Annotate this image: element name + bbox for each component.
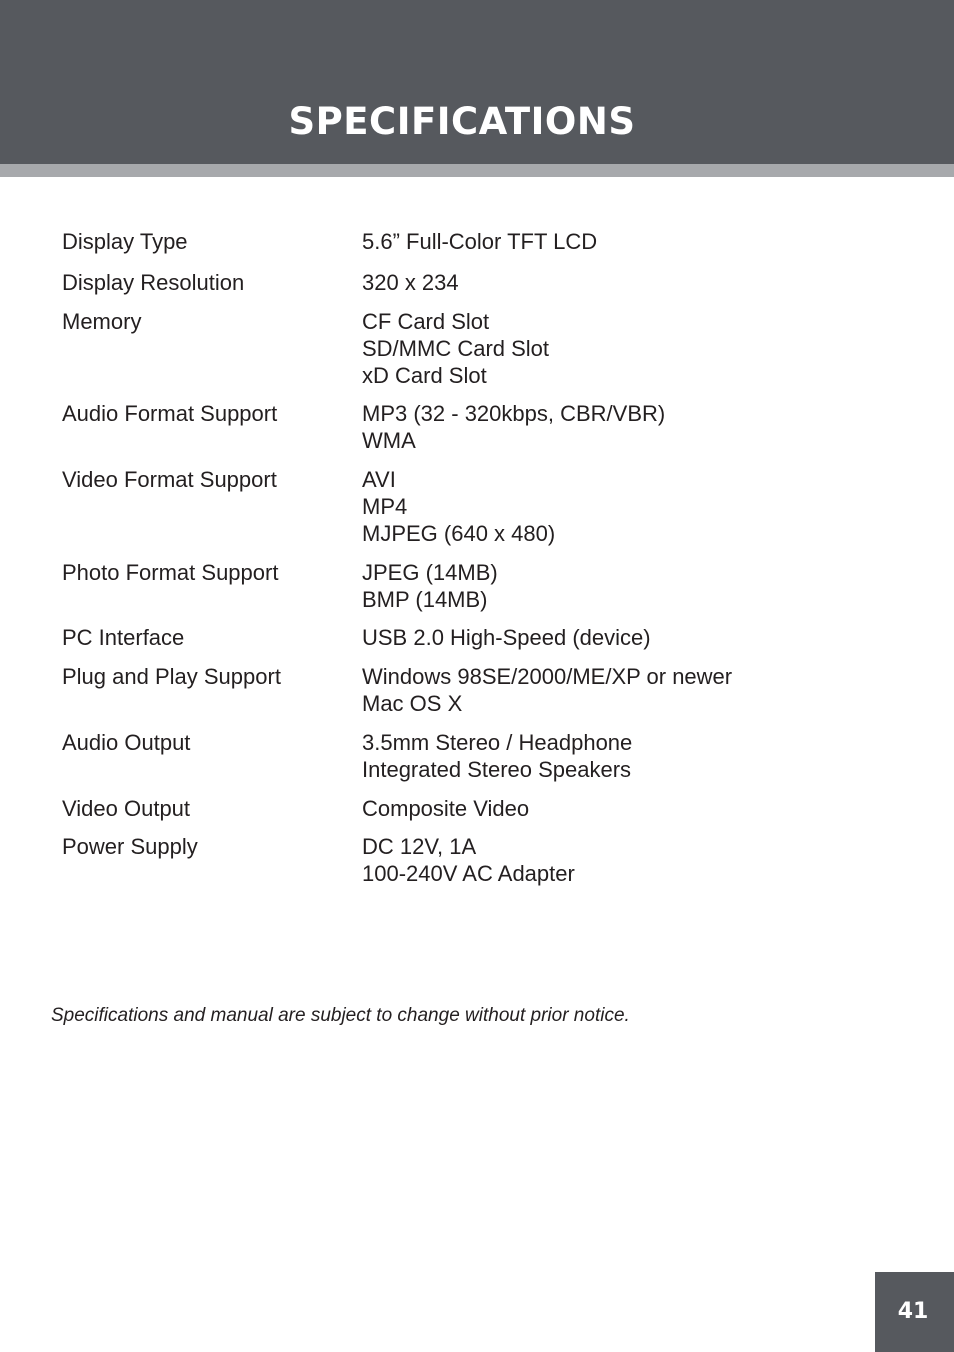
spec-value: SD/MMC Card Slot (362, 336, 550, 361)
spec-value: Integrated Stereo Speakers (362, 757, 632, 782)
page-header (0, 0, 954, 164)
spec-value: Mac OS X (362, 691, 463, 716)
spec-value: Composite Video (362, 796, 530, 821)
spec-label: Power Supply (62, 834, 198, 859)
page-title: SPECIFICATIONS (288, 100, 636, 143)
spec-value: MP3 (32 - 320kbps, CBR/VBR) (362, 401, 666, 426)
spec-values (362, 795, 529, 822)
spec-label: Audio Output (62, 730, 191, 755)
spec-values (362, 833, 575, 887)
spec-label: Display Resolution (62, 270, 245, 295)
spec-values (362, 559, 498, 613)
spec-value: JPEG (14MB) (362, 560, 498, 585)
spec-value: MJPEG (640 x 480) (362, 521, 556, 546)
spec-value: 5.6” Full-Color TFT LCD (362, 229, 598, 254)
spec-value: 320 x 234 (362, 270, 459, 295)
spec-label: Audio Format Support (62, 401, 278, 426)
spec-values (362, 624, 651, 651)
spec-value: xD Card Slot (362, 363, 487, 388)
spec-value: MP4 (362, 494, 408, 519)
spec-values (362, 466, 555, 547)
spec-value: DC 12V, 1A (362, 834, 477, 859)
spec-label: Video Output (62, 796, 191, 821)
page-number: 41 (897, 1299, 929, 1324)
page-number-tab (875, 1272, 954, 1352)
spec-values (362, 663, 732, 717)
spec-values (362, 228, 597, 255)
spec-label: PC Interface (62, 625, 185, 650)
spec-value: 3.5mm Stereo / Headphone (362, 730, 633, 755)
spec-value: CF Card Slot (362, 309, 490, 334)
spec-values (362, 729, 632, 783)
spec-value: 100-240V AC Adapter (362, 861, 575, 886)
spec-values (362, 400, 665, 454)
spec-value: USB 2.0 High-Speed (device) (362, 625, 651, 650)
spec-values (362, 269, 459, 296)
spec-value: AVI (362, 467, 396, 492)
spec-label: Video Format Support (62, 467, 277, 492)
footnote: Specifications and manual are subject to change without prior notice. (51, 1005, 630, 1026)
spec-values (362, 308, 549, 389)
spec-label: Display Type (62, 229, 188, 254)
spec-label: Plug and Play Support (62, 664, 281, 689)
spec-value: BMP (14MB) (362, 587, 488, 612)
spec-value: Windows 98SE/2000/ME/XP or newer (362, 664, 733, 689)
header-divider (0, 164, 954, 177)
spec-label: Photo Format Support (62, 560, 279, 585)
spec-value: WMA (362, 428, 416, 453)
spec-label: Memory (62, 309, 142, 334)
